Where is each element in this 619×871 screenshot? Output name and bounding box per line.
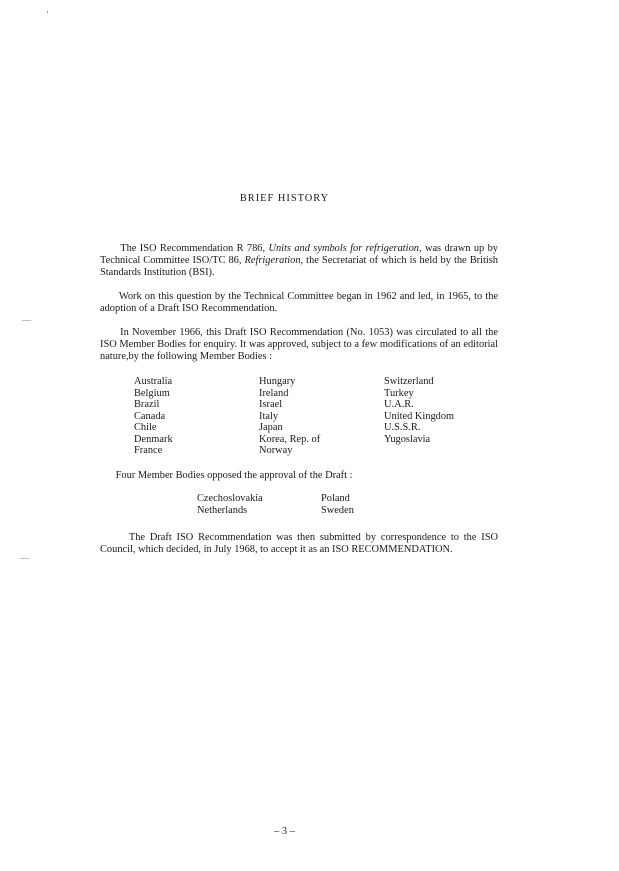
member-item: Korea, Rep. of — [259, 433, 321, 445]
member-item: Turkey — [384, 387, 414, 399]
member-item: Switzerland — [384, 376, 434, 387]
member-item: Yugoslavia — [384, 433, 431, 445]
p4-text: Four Member Bodies opposed the approval of the Draft : — [115, 470, 353, 481]
member-item: Netherlands — [197, 504, 248, 516]
scan-artifact-mark: — — [20, 553, 29, 563]
member-item: Israel — [259, 399, 283, 410]
paragraph-work — [100, 291, 498, 315]
opposing-members-col1 — [197, 493, 263, 516]
paragraph-enquiry — [100, 327, 498, 363]
p3-text: In November 1966, this Draft ISO Recommendation (No. 1053) was circulated to all the ISO Member Bodies for enquiry. It was approved, subject to a few modifications of an editorial nature,by the following Member Bodies : — [100, 327, 498, 362]
p2-text: Work on this question by the Technical Committee began in 1962 and led, in 1965, to the adoption of a Draft ISO Recommendation. — [100, 291, 499, 314]
p1-text-c: , was drawn up by Technical Committee ISO/TC 86, — [100, 243, 498, 266]
member-item: Japan — [259, 422, 283, 433]
member-item: Chile — [134, 422, 157, 433]
member-item: United Kingdom — [384, 410, 455, 422]
member-item: Norway — [259, 445, 293, 456]
member-item: Ireland — [259, 387, 289, 399]
scan-artifact-mark: ‘ — [46, 9, 49, 19]
paragraph-opposition — [100, 470, 498, 482]
member-item: Hungary — [259, 376, 296, 387]
p1-text-e: , the Secretariat of which is held by the British Standards Institution (BSI). — [100, 255, 498, 278]
member-item: Canada — [134, 410, 166, 422]
member-item: U.S.S.R. — [384, 422, 421, 433]
member-item: Poland — [321, 493, 350, 504]
page-title: BRIEF HISTORY — [239, 193, 330, 204]
member-item: Belgium — [134, 387, 170, 399]
member-item: Italy — [259, 410, 279, 422]
p5-text: The Draft ISO Recommendation was then submitted by correspondence to the ISO Council, which decided, in July 1968, to accept it as an ISO RECOMMENDATION. — [100, 532, 498, 555]
member-item: France — [134, 445, 163, 456]
paragraph-origin — [100, 243, 498, 279]
approving-members-col3 — [384, 376, 454, 445]
member-item: Denmark — [134, 433, 173, 445]
member-item: Australia — [134, 376, 173, 387]
scan-artifact-mark: — — [22, 315, 31, 325]
approving-members-col1 — [134, 376, 173, 457]
member-item: Sweden — [321, 504, 354, 516]
opposing-members-col2 — [321, 493, 354, 516]
page-number: – 3 – — [274, 826, 295, 837]
member-item: Brazil — [134, 399, 160, 410]
member-item: U.A.R. — [384, 399, 414, 410]
approving-members-col2 — [259, 376, 320, 457]
paragraph-conclusion — [100, 532, 498, 556]
member-item: Czechoslovakia — [197, 493, 263, 504]
p1-text-a: The ISO Recommendation R 786, — [120, 243, 269, 254]
p1-title-italic: Units and symbols for refrigeration — [268, 243, 419, 254]
p1-committee-italic: Refrigeration — [244, 255, 301, 266]
